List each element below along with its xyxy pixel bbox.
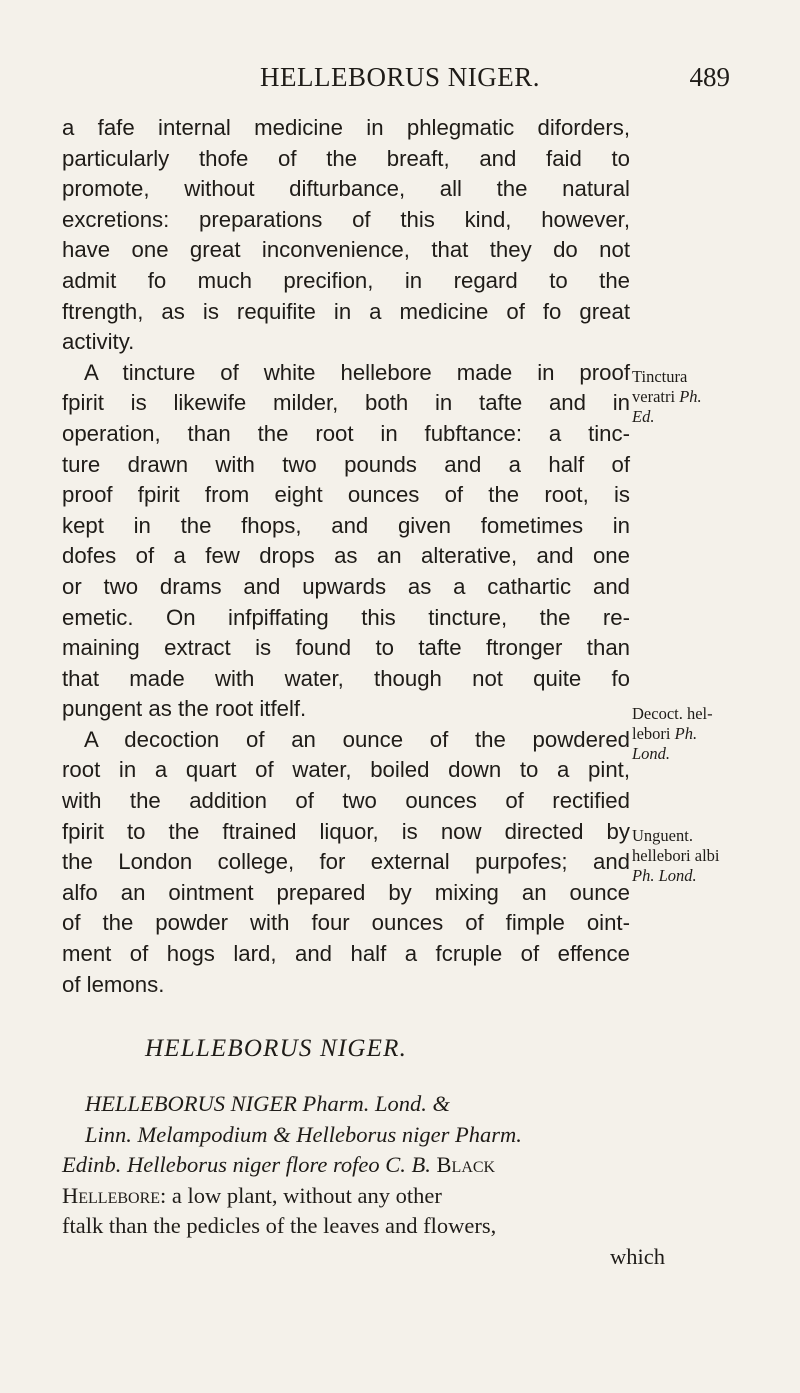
synonymy-paragraph [62, 1089, 665, 1273]
text-line: ture drawn with two pounds and a half of [62, 451, 630, 477]
text-line: emetic. On infpiffating this tincture, the re- [62, 604, 630, 630]
text-line: proof fpirit from eight ounces of the root, is [62, 482, 630, 508]
text-line: alfo an ointment prepared by mixing an ounce [62, 879, 630, 905]
margin-note-decoct [632, 704, 713, 764]
text-line: ftrength, as is requifite in a medicine of fo great [62, 298, 630, 324]
text-line: activity. [62, 329, 135, 355]
text-line: A decoction of an ounce of the powdered [84, 726, 630, 752]
margin-note-line: hellebori albi [632, 846, 720, 865]
text-line: maining extract is found to tafte ftronger than [62, 635, 630, 661]
text-line: of lemons. [62, 971, 165, 997]
synonymy-line: ftalk than the pedicles of the leaves and flowers, [62, 1213, 497, 1239]
page-number: 489 [689, 62, 730, 92]
margin-note-unguent [632, 826, 720, 886]
text-line: particularly thofe of the breaft, and faid to [62, 145, 630, 171]
margin-note-line: lebori Ph. [632, 724, 698, 743]
body-text [62, 113, 630, 1000]
text-line: operation, than the root in fubftance: a tinc- [62, 420, 630, 446]
text-line: root in a quart of water, boiled down to a pint, [62, 757, 630, 783]
text-line: promote, without difturbance, all the natural [62, 176, 630, 202]
text-line: fpirit is likewife milder, both in tafte and in [62, 390, 630, 416]
margin-note-tinctura [632, 367, 702, 427]
text-line: of the powder with four ounces of fimple oint- [62, 910, 630, 936]
synonymy-line: HELLEBORUS NIGER Pharm. Lond. & [85, 1091, 450, 1116]
text-line: or two drams and upwards as a cathartic and [62, 573, 630, 599]
margin-note-line: Lond. [632, 744, 671, 763]
margin-note-line: Ed. [632, 407, 655, 426]
synonymy-line: Edinb. Helleborus niger flore rofeo C. B. Black [62, 1152, 496, 1178]
catchword: which [610, 1243, 665, 1269]
text-line: a fafe internal medicine in phlegmatic diforders, [62, 115, 630, 140]
margin-note-line: Ph. Lond. [632, 866, 697, 885]
text-line: pungent as the root itfelf. [62, 696, 307, 722]
text-line: with the addition of two ounces of rectified [62, 788, 630, 814]
section-title: HELLEBORUS NIGER. [145, 1035, 408, 1062]
text-line: admit fo much precifion, in regard to the [62, 267, 630, 293]
synonymy-line: Hellebore: a low plant, without any other [62, 1182, 442, 1208]
margin-note-line: Tinctura [632, 367, 688, 386]
margin-note-line: Unguent. [632, 826, 693, 845]
text-line: ment of hogs lard, and half a fcruple of effence [62, 941, 630, 967]
margin-note-line: Decoct. hel- [632, 704, 713, 723]
text-line: dofes of a few drops as an alterative, and one [62, 543, 630, 569]
text-line: have one great inconvenience, that they do not [62, 237, 630, 263]
text-line: fpirit to the ftrained liquor, is now directed by [62, 818, 630, 844]
text-line: A tincture of white hellebore made in proof [84, 359, 630, 385]
text-line: the London college, for external purpofes; and [62, 849, 630, 875]
running-head: HELLEBORUS NIGER. [260, 62, 540, 92]
text-line: excretions: preparations of this kind, however, [62, 206, 630, 232]
margin-note-line: veratri Ph. [632, 387, 702, 406]
synonymy-line: Linn. Melampodium & Helleborus niger Pharm. [85, 1121, 522, 1147]
text-line: kept in the fhops, and given fometimes in [62, 512, 630, 538]
text-line: that made with water, though not quite fo [62, 665, 630, 691]
